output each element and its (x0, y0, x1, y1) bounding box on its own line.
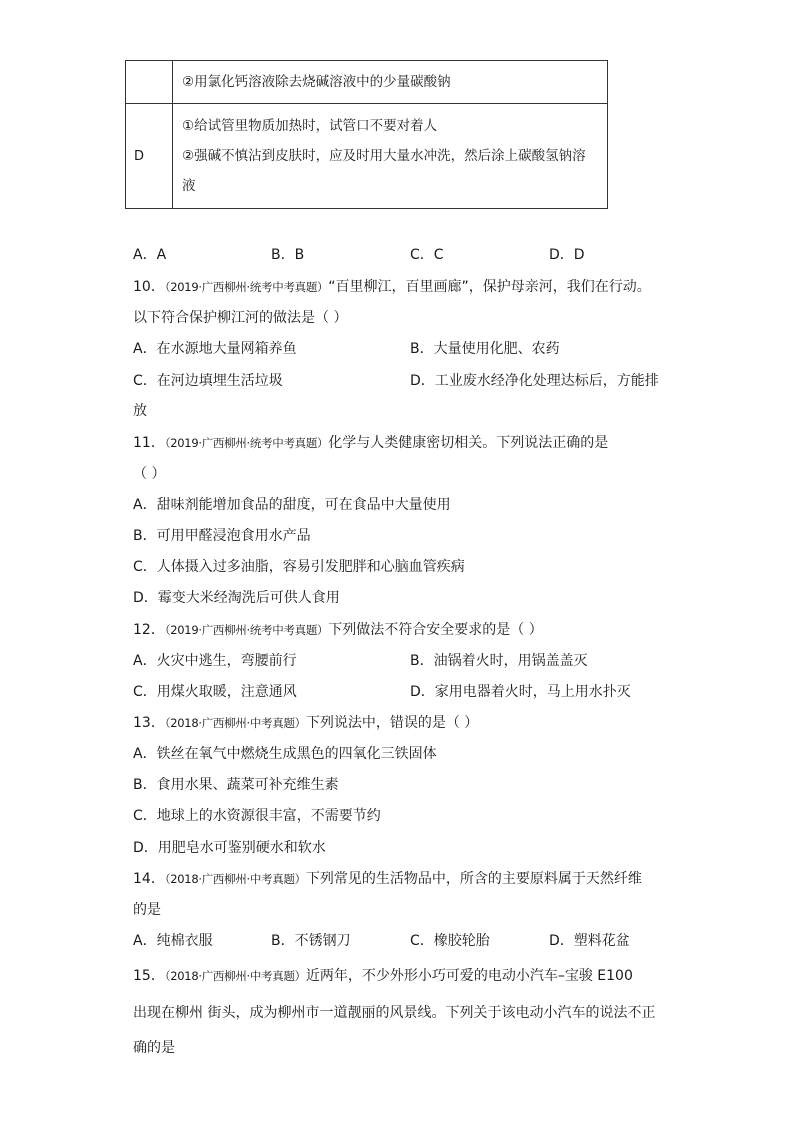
question-number: 15． (133, 968, 165, 984)
q15-stem-cont: 出现在柳州 街头，成为柳州市一道靓丽的风景线。下列关于该电动小汽车的说法不正 (133, 1005, 656, 1021)
q9-option-d: D．D (549, 247, 585, 263)
row-label: D (126, 104, 173, 209)
question-source: （2018·广西柳州·中考真题） (164, 872, 306, 886)
q10-option-a: A．在水源地大量网箱养鱼 (133, 341, 297, 357)
q14-stem (133, 869, 642, 889)
q10-option-d-cont: 放 (133, 403, 147, 419)
q10-option-b: B．大量使用化肥、农药 (410, 341, 560, 357)
options-table (125, 60, 608, 209)
q15-stem-cont: 确的是 (133, 1040, 175, 1056)
q11-option-a: A．甜味剂能增加食品的甜度，可在食品中大量使用 (133, 497, 451, 513)
q13-stem (133, 713, 478, 733)
q11-option-c: C．人体摄入过多油脂，容易引发肥胖和心脑血管疾病 (133, 559, 465, 575)
row-content (173, 104, 608, 209)
question-number: 13． (133, 715, 165, 731)
table-row (126, 61, 608, 104)
q9-option-b: B．B (271, 247, 305, 263)
question-source: （2019·广西柳州·统考中考真题） (164, 623, 329, 637)
question-number: 10． (133, 279, 165, 295)
question-stem: 化学与人类健康密切相关。下列说法正确的是 (328, 435, 609, 451)
q15-stem (133, 966, 633, 986)
q11-option-b: B．可用甲醛浸泡食用水产品 (133, 528, 311, 544)
q12-option-d: D．家用电器着火时，马上用水扑灭 (410, 684, 631, 700)
question-source: （2018·广西柳州·中考真题） (164, 716, 306, 730)
q12-stem (133, 620, 543, 640)
q9-option-a: A．A (133, 247, 167, 263)
question-source: （2018·广西柳州·中考真题） (164, 969, 306, 983)
question-stem: 下列常见的生活物品中，所含的主要原料属于天然纤维 (305, 871, 642, 887)
row-content (173, 61, 608, 104)
cell-text: ②用氯化钙溶液除去烧碱溶液中的少量碳酸钠 (182, 74, 451, 90)
q12-option-c: C．用煤火取暖，注意通风 (133, 684, 297, 700)
q10-option-c: C．在河边填埋生活垃圾 (133, 373, 283, 389)
row-label (126, 61, 173, 104)
question-stem: “百里柳江，百里画廊”，保护母亲河，我们在行动。 (328, 279, 651, 295)
question-source: （2019·广西柳州·统考中考真题） (164, 280, 329, 294)
q14-option-a: A．纯棉衣服 (133, 933, 213, 949)
question-stem: 近两年，不少外形小巧可爱的电动小汽车–宝骏 E100 (305, 968, 633, 984)
q14-option-d: D．塑料花盆 (549, 933, 630, 949)
cell-text: 液 (182, 178, 196, 194)
q13-option-c: C．地球上的水资源很丰富，不需要节约 (133, 808, 381, 824)
q14-option-b: B．不锈钢刀 (271, 933, 351, 949)
table-row (126, 104, 608, 209)
q12-option-a: A．火灾中逃生，弯腰前行 (133, 653, 297, 669)
question-source: （2019·广西柳州·统考中考真题） (164, 436, 329, 450)
question-number: 11． (133, 435, 165, 451)
cell-text: ①给试管里物质加热时，试管口不要对着人 (182, 118, 438, 134)
question-number: 12． (133, 622, 165, 638)
q12-option-b: B．油锅着火时，用锅盖盖灭 (410, 653, 588, 669)
q9-option-c: C．C (410, 247, 444, 263)
question-number: 14． (133, 871, 165, 887)
q10-option-d: D．工业废水经净化处理达标后，方能排 (410, 373, 659, 389)
q11-stem (133, 433, 608, 453)
q14-stem-cont: 的是 (133, 902, 161, 918)
q10-stem-cont: 以下符合保护柳江河的做法是（ ） (133, 310, 348, 326)
q11-option-d: D．霉变大米经淘洗后可供人食用 (133, 590, 340, 606)
q13-option-d: D．用肥皂水可鉴别硬水和软水 (133, 840, 326, 856)
q10-stem (133, 277, 651, 297)
question-stem: 下列做法不符合安全要求的是（ ） (328, 622, 543, 638)
cell-text: ②强碱不慎沾到皮肤时，应及时用大量水冲洗，然后涂上碳酸氢钠溶 (182, 148, 586, 164)
q14-option-c: C．橡胶轮胎 (410, 933, 490, 949)
q11-stem-cont: （ ） (133, 466, 166, 482)
q13-option-b: B．食用水果、蔬菜可补充维生素 (133, 777, 339, 793)
q13-option-a: A．铁丝在氧气中燃烧生成黑色的四氧化三铁固体 (133, 746, 437, 762)
question-stem: 下列说法中，错误的是（ ） (305, 715, 479, 731)
